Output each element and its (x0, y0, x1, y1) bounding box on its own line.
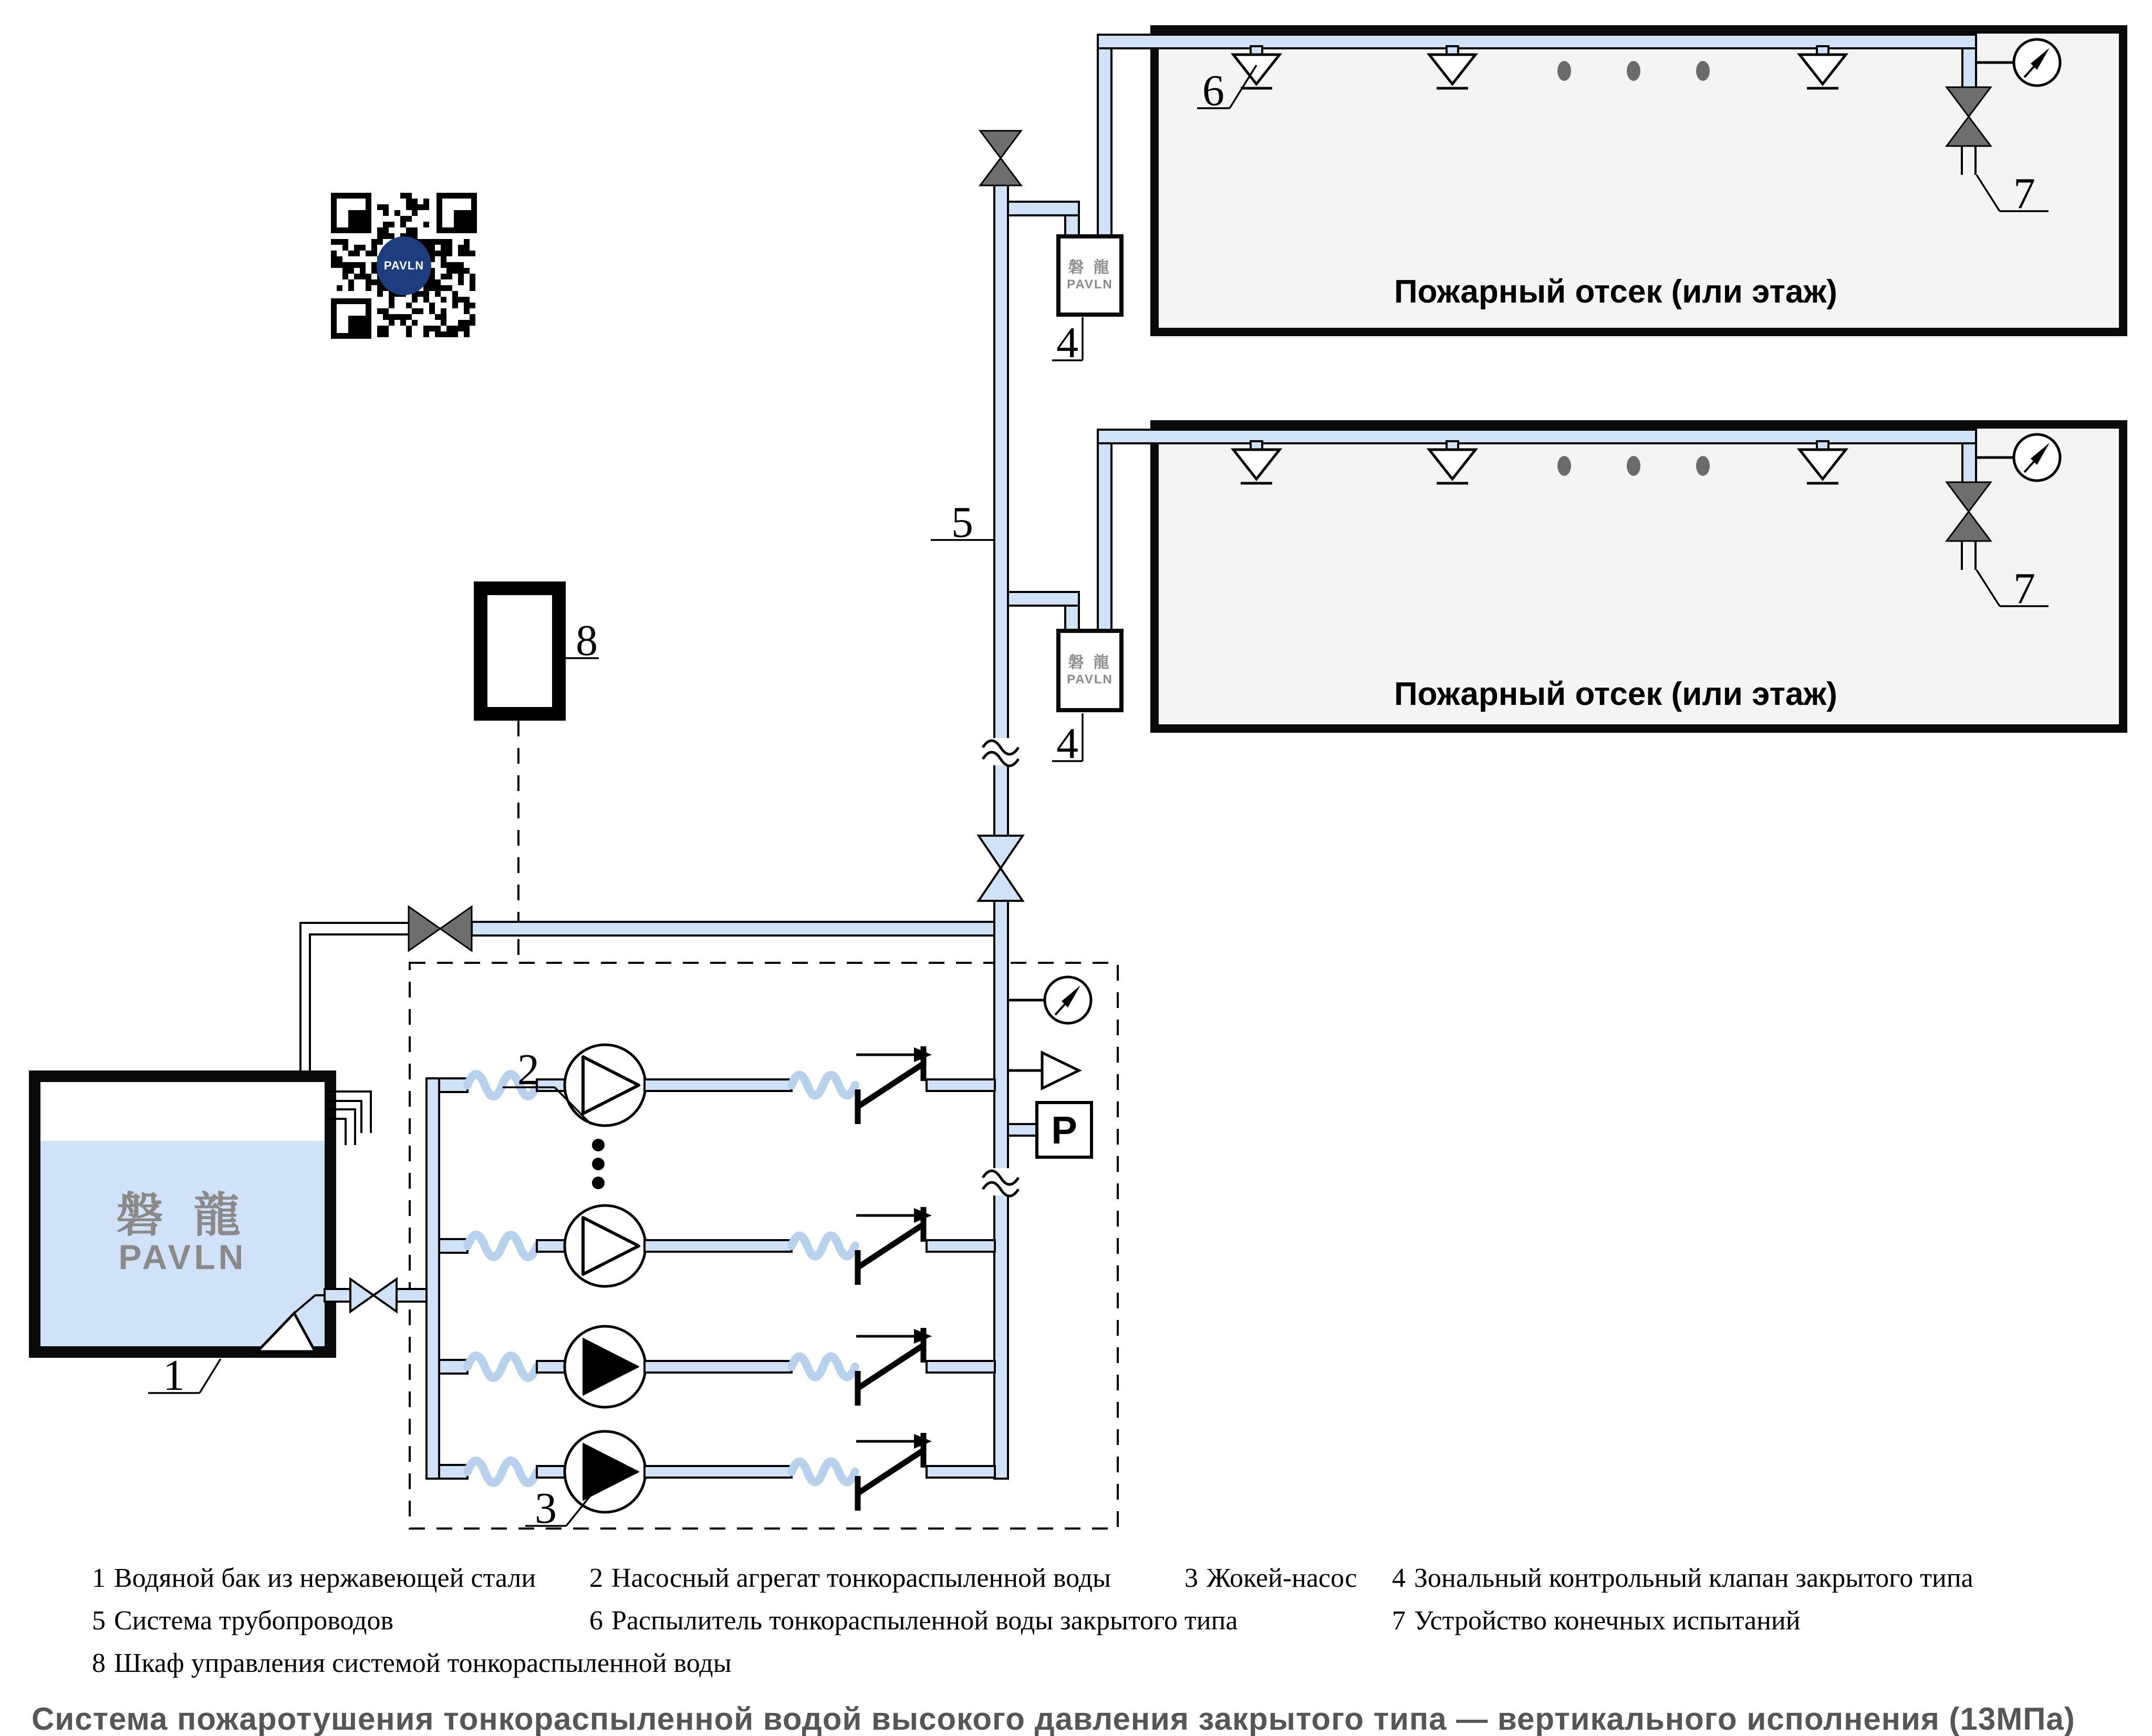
legend-item-8: 8 Шкаф управления системой тонкораспыленной воды (92, 1648, 732, 1678)
pump-row-3 (439, 1326, 995, 1407)
pressure-switch-label: P (1051, 1108, 1077, 1152)
control-cabinet-box (474, 581, 566, 721)
pump-row-4 (439, 1431, 995, 1512)
qr-center-logo: PAVLN (377, 236, 431, 295)
fire-compartment-1-label: Пожарный отсек (или этаж) (1394, 274, 1837, 310)
pressure-switch-box (1035, 1101, 1093, 1159)
tank-supply-line (300, 907, 994, 1070)
tank-logo-latin: PAVLN (118, 1238, 247, 1276)
zone2-branch-piping (1008, 443, 1111, 631)
compartment-2-internals (1098, 430, 2060, 606)
legend-item-3: 3 Жокей-насос (1184, 1563, 1357, 1593)
zone-valve-1-logo-latin: PAVLN (1067, 277, 1113, 292)
fire-compartment-2-label: Пожарный отсек (или этаж) (1394, 676, 1837, 712)
tank-logo-cjk: 磐 龍 (116, 1189, 249, 1242)
ref-5-piping: 5 (951, 498, 973, 547)
legend-item-1: 1 Водяной бак из нержавеющей стали (92, 1563, 536, 1593)
zone-control-valve-2 (1056, 629, 1124, 712)
legend-item-4: 4 Зональный контрольный клапан закрытого типа (1392, 1563, 1973, 1593)
ref-3-jockey-pump: 3 (535, 1484, 557, 1533)
tank-outlet-piping (257, 1279, 427, 1352)
qr-finder-tr (436, 193, 477, 233)
ref-7-test-device-2: 7 (2013, 564, 2035, 613)
legend-item-2: 2 Насосный агрегат тонкораспыленной воды (589, 1563, 1111, 1593)
ref-8-cabinet: 8 (576, 616, 598, 665)
ref-7-test-device-1: 7 (2013, 169, 2035, 218)
legend-item-5: 5 Система трубопроводов (92, 1606, 394, 1636)
more-pumps-dots (592, 1139, 605, 1189)
main-riser-pipe (994, 185, 1008, 1479)
ref-2-pump: 2 (517, 1045, 539, 1094)
suction-header (427, 1078, 467, 1479)
diagram-title: Система пожаротушения тонкораспыленной водой высокого давления закрытого типа — вертикального исполнения (13МПа) (32, 1701, 2075, 1736)
ref-6-nozzle: 6 (1202, 66, 1224, 115)
compartment-1-internals (1098, 35, 2060, 211)
zone-valve-2-logo-latin: PAVLN (1067, 672, 1113, 687)
ref-4-zone-valve-1: 4 (1056, 318, 1078, 367)
pump-row-2 (439, 1205, 995, 1286)
legend-item-7: 7 Устройство конечных испытаний (1392, 1606, 1801, 1636)
tank-overflow-pipes (327, 1092, 371, 1145)
legend-item-6: 6 Распылитель тонкораспыленной воды закрытого типа (589, 1606, 1238, 1636)
zone1-branch-piping (1008, 48, 1111, 236)
zone-valve-2-logo-cjk: 磐 龍 (1068, 654, 1112, 672)
ref-4-zone-valve-2: 4 (1056, 719, 1078, 768)
qr-finder-bl (331, 298, 371, 339)
qr-code (331, 193, 477, 339)
zone-valve-1-logo-cjk: 磐 龍 (1068, 259, 1112, 277)
zone-control-valve-1 (1056, 234, 1124, 317)
ref-1-tank: 1 (163, 1351, 185, 1400)
qr-finder-tl (331, 193, 371, 233)
